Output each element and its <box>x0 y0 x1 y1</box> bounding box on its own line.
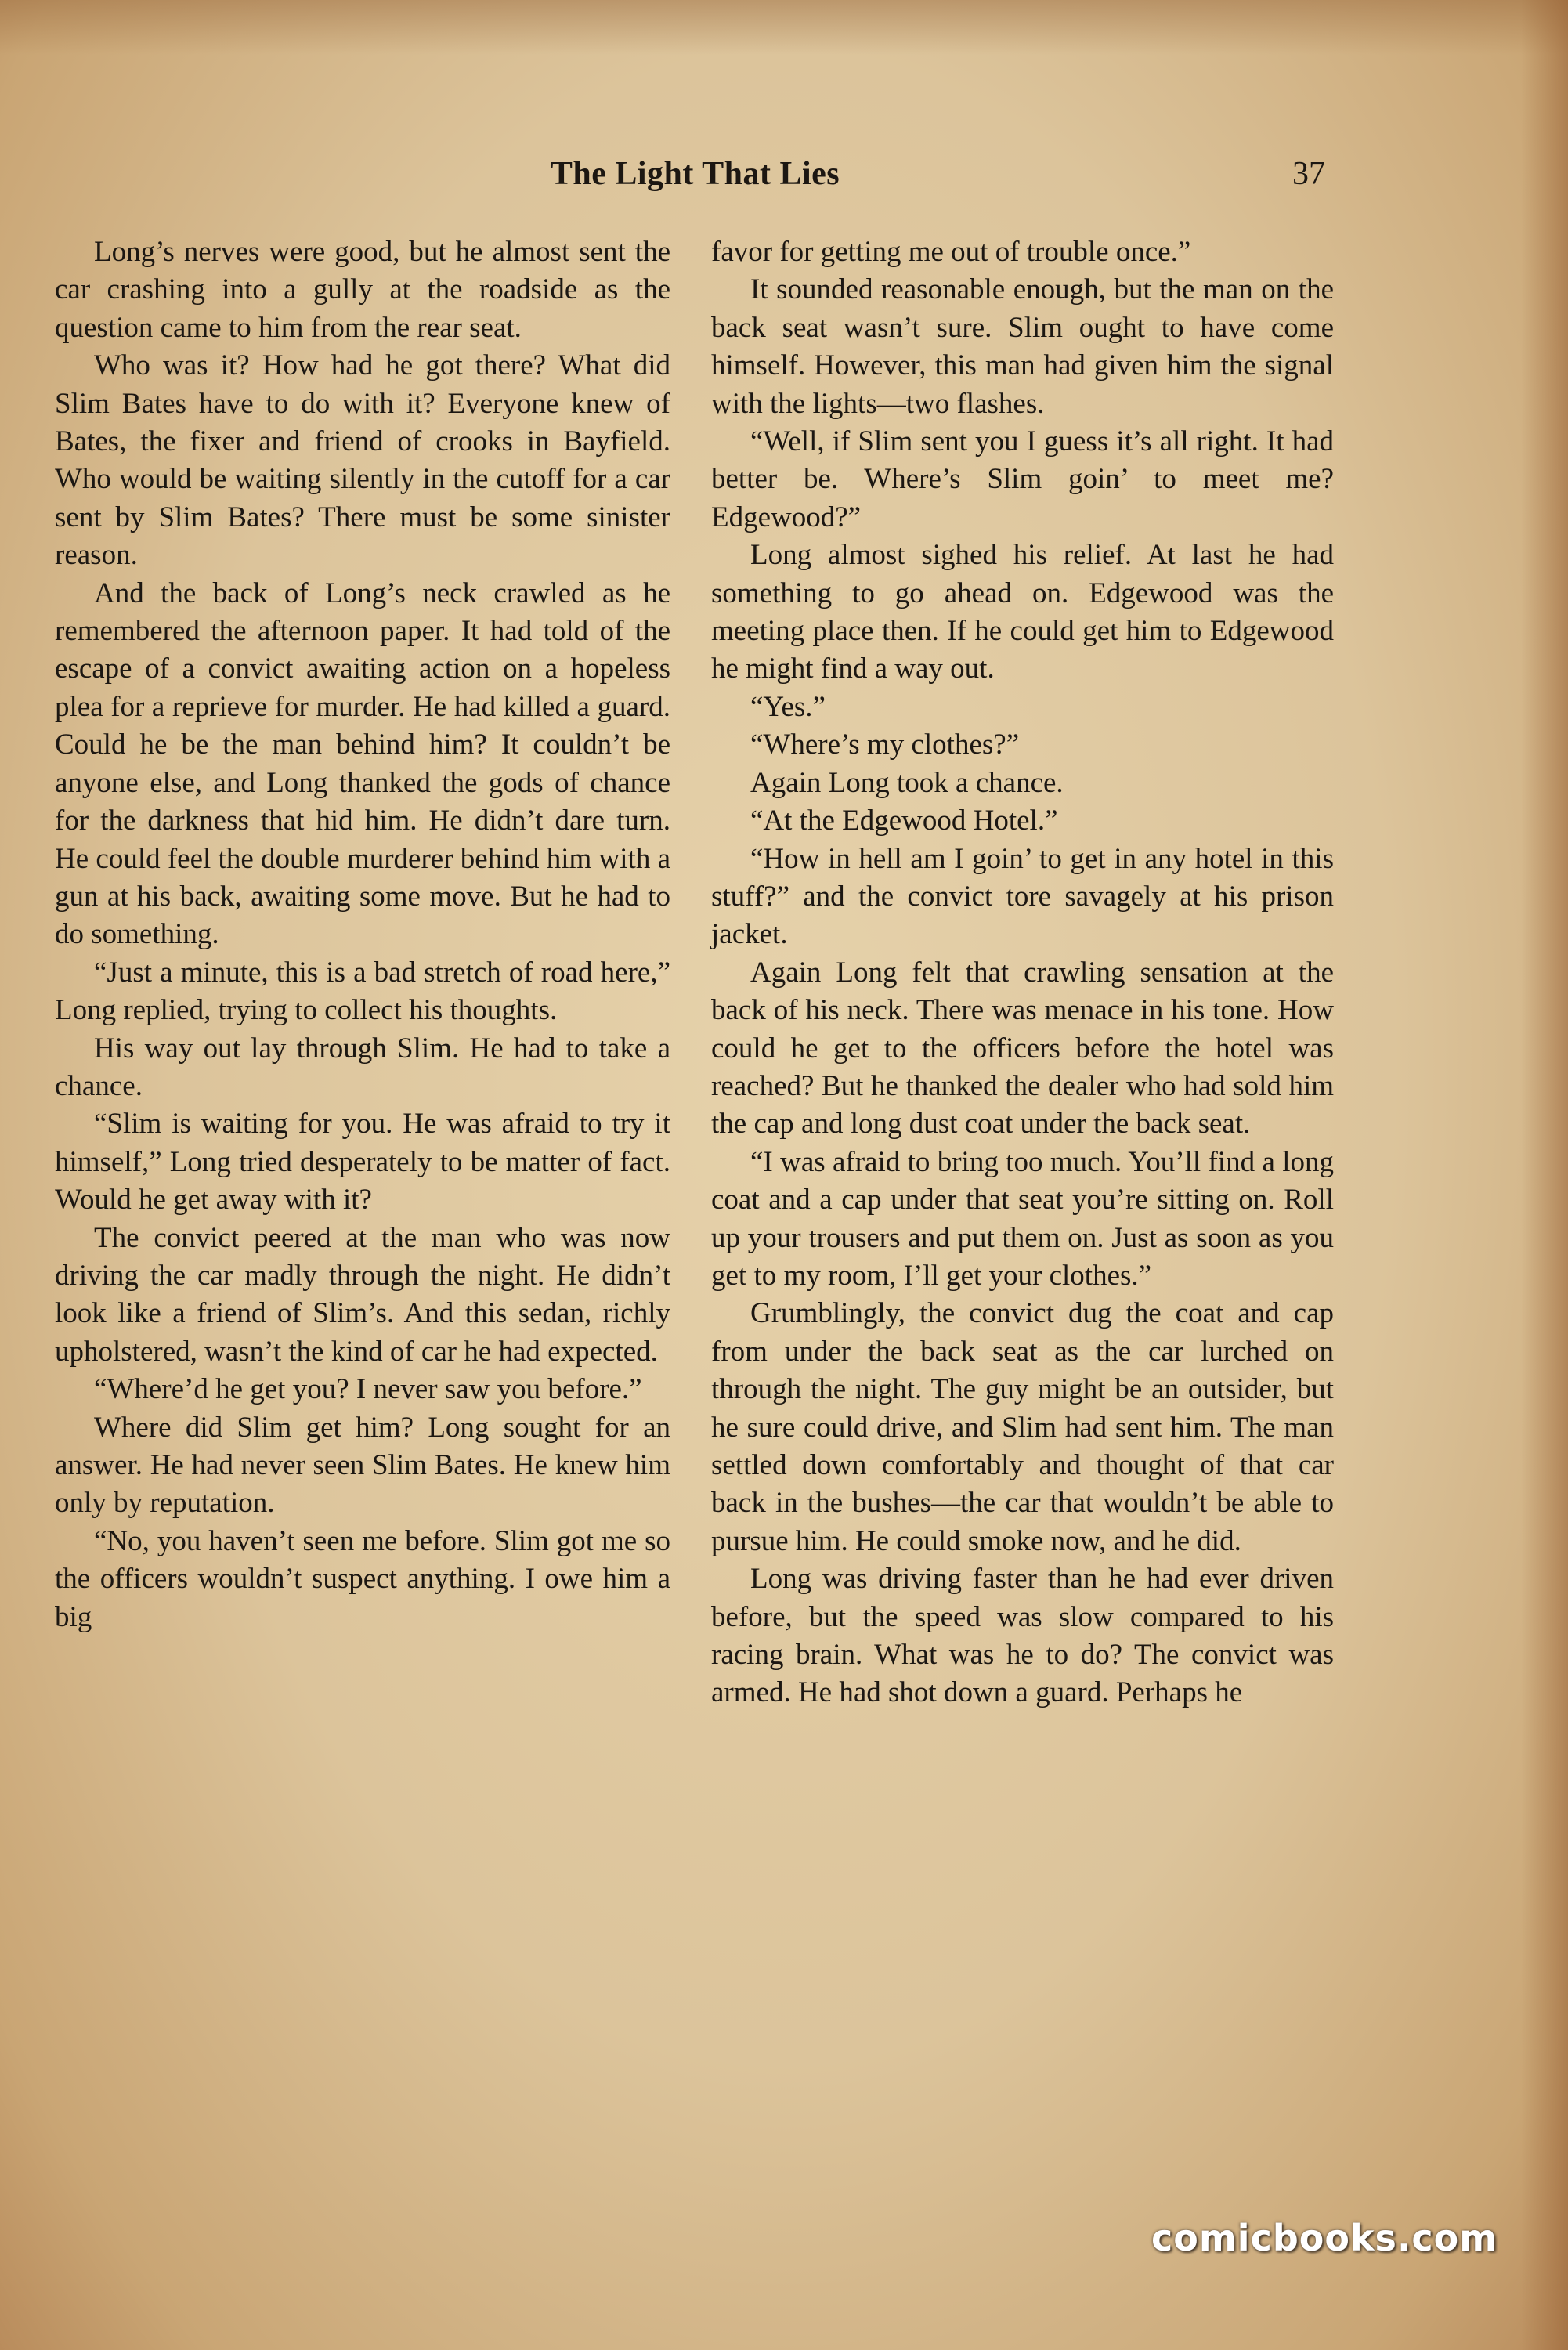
site-watermark: comicbooks.com <box>1151 2217 1498 2259</box>
right-column <box>711 233 1334 1712</box>
paragraph: “Just a minute, this is a bad stretch of road here,” Long replied, trying to collect his thoughts. <box>55 956 670 1027</box>
paragraph: “Well, if Slim sent you I guess it’s all right. It had better be. Where’s Slim goin’ to meet me? Edgewood?” <box>711 425 1334 533</box>
paragraph: Again Long took a chance. <box>750 766 1064 799</box>
paragraph: Grumblingly, the convict dug the coat and cap from under the back seat as the car lurched on through the night. The guy might be an outsider, but he sure could drive, and Slim had sent him. The man settled down comfortably and thought of that car back in the bushes—the car that wouldn’t be able to pursue him. He could smoke now, and he did. <box>711 1297 1334 1557</box>
paragraph: “Yes.” <box>750 690 826 723</box>
paragraph: Again Long felt that crawling sensation at the back of his neck. There was menace in his tone. How could he get to the officers before the hotel was reached? But he thanked the dealer who had sold him the cap and long dust coat under the back seat. <box>711 956 1334 1141</box>
paragraph: Where did Slim get him? Long sought for an answer. He had never seen Slim Bates. He knew him only by reputation. <box>55 1411 670 1520</box>
paragraph: Long was driving faster than he had ever driven before, but the speed was slow compared to his racing brain. What was he to do? The convict was armed. He had shot down a guard. Perhaps he <box>711 1563 1334 1709</box>
paragraph: Who was it? How had he got there? What did Slim Bates have to do with it? Everyone knew of Bates, the fixer and friend of crooks in Bayfield. Who would be waiting silently in the cutoff for a car sent by Slim Bates? There must be some sinister reason. <box>55 349 670 572</box>
paragraph: “How in hell am I goin’ to get in any hotel in this stuff?” and the convict tore savagely at his prison jacket. <box>711 842 1334 951</box>
paragraph: “I was afraid to bring too much. You’ll find a long coat and a cap under that seat you’re sitting on. Roll up your trousers and put them on. Just as soon as you get to my room, I’ll get your clothes.” <box>711 1145 1334 1292</box>
running-title: The Light That Lies <box>550 156 840 192</box>
paragraph: “No, you haven’t seen me before. Slim got me so the officers wouldn’t suspect anything. I owe him a big <box>55 1524 670 1633</box>
paragraph: His way out lay through Slim. He had to take a chance. <box>55 1032 670 1102</box>
paragraph: And the back of Long’s neck crawled as he remembered the afternoon paper. It had told of the escape of a convict awaiting action on a hopeless plea for a reprieve for murder. He had killed a guard. Could he be the man behind him? It couldn’t be anyone else, and Long thanked the gods of chance for the darkness that hid him. He didn’t dare turn. He could feel the double murderer behind him with a gun at his back, awaiting some move. But he had to do something. <box>55 577 670 951</box>
paragraph: The convict peered at the man who was now driving the car madly through the night. He didn’t look like a friend of Slim’s. And this sedan, richly upholstered, wasn’t the kind of car he had expected. <box>55 1221 670 1368</box>
left-column <box>55 233 670 1636</box>
page-number: 37 <box>1292 156 1325 192</box>
paragraph: “At the Edgewood Hotel.” <box>750 804 1058 837</box>
page-header <box>0 155 1568 210</box>
paper-edge-right <box>1521 0 1568 2350</box>
paragraph: “Where’d he get you? I never saw you before.” <box>94 1373 642 1406</box>
paragraph-continued: favor for getting me out of trouble once.” <box>711 236 1191 268</box>
paragraph: “Slim is waiting for you. He was afraid to try it himself,” Long tried desperately to be matter of fact. Would he get away with it? <box>55 1108 670 1217</box>
paragraph: Long’s nerves were good, but he almost sent the car crashing into a gully at the roadside as the question came to him from the rear seat. <box>55 236 670 344</box>
paper-edge-top <box>0 0 1568 55</box>
paragraph: Long almost sighed his relief. At last he had something to go ahead on. Edgewood was the meeting place then. If he could get him to Edgewood he might find a way out. <box>711 539 1334 685</box>
paragraph: “Where’s my clothes?” <box>750 728 1020 761</box>
paragraph: It sounded reasonable enough, but the man on the back seat wasn’t sure. Slim ought to have come himself. However, this man had given him the signal with the lights—two flashes. <box>711 273 1334 420</box>
